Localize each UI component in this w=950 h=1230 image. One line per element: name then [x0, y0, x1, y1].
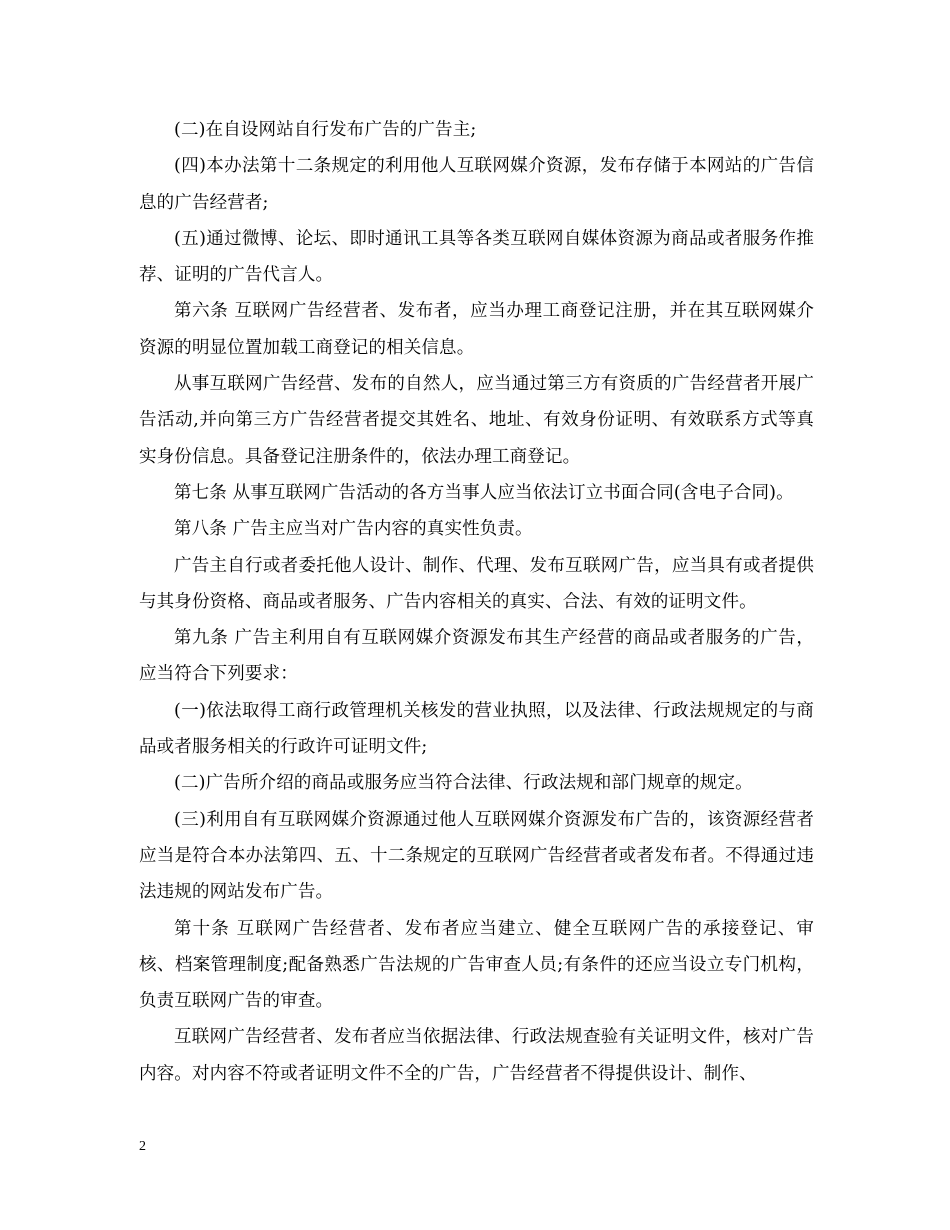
paragraph-article-8: 第八条 广告主应当对广告内容的真实性负责。	[174, 519, 533, 540]
paragraph: 从事互联网广告经营、发布的自然人，应当通过第三方有资质的广告经营者开展广告活动,并向第三方广告经营者提交其姓名、地址、有效身份证明、有效联系方式等真实身份信息。具备登记注册条件的，依法办理工商登记。	[139, 374, 814, 467]
paragraph-article-9: 第九条 广告主利用自有互联网媒介资源发布其生产经营的商品或者服务的广告，应当符合下列要求：	[139, 628, 814, 685]
paragraph-article-7: 第七条 从事互联网广告活动的各方当事人应当依法订立书面合同(含电子合同)。	[174, 482, 794, 503]
paragraph: (二)广告所介绍的商品或服务应当符合法律、行政法规和部门规章的规定。	[174, 773, 753, 794]
paragraph: (三)利用自有互联网媒介资源通过他人互联网媒介资源发布广告的，该资源经营者应当是符合本办法第四、五、十二条规定的互联网广告经营者或者发布者。不得通过违法违规的网站发布广告。	[139, 809, 814, 903]
paragraph-article-6: 第六条 互联网广告经营者、发布者，应当办理工商登记注册，并在其互联网媒介资源的明显位置加载工商登记的相关信息。	[139, 301, 814, 358]
paragraph: 互联网广告经营者、发布者应当依据法律、行政法规查验有关证明文件，核对广告内容。对内容不符或者证明文件不全的广告，广告经营者不得提供设计、制作、	[139, 1027, 814, 1084]
page-number: 2	[139, 1139, 146, 1154]
paragraph: (二)在自设网站自行发布广告的广告主;	[174, 120, 477, 140]
paragraph: (五)通过微博、论坛、即时通讯工具等各类互联网自媒体资源为商品或者服务作推荐、证明的广告代言人。	[139, 228, 814, 286]
paragraph-article-10: 第十条 互联网广告经营者、发布者应当建立、健全互联网广告的承接登记、审核、档案管理制度;配备熟悉广告法规的广告审查人员;有条件的还应当设立专门机构，负责互联网广告的审查。	[139, 918, 814, 1012]
body-text	[139, 112, 814, 1092]
paragraph: (一)依法取得工商行政管理机关核发的营业执照，以及法律、行政法规规定的与商品或者服务相关的行政许可证明文件;	[139, 700, 814, 758]
paragraph: (四)本办法第十二条规定的利用他人互联网媒介资源，发布存储于本网站的广告信息的广告经营者;	[139, 156, 814, 213]
paragraph: 广告主自行或者委托他人设计、制作、代理、发布互联网广告，应当具有或者提供与其身份资格、商品或者服务、广告内容相关的真实、合法、有效的证明文件。	[139, 555, 814, 612]
